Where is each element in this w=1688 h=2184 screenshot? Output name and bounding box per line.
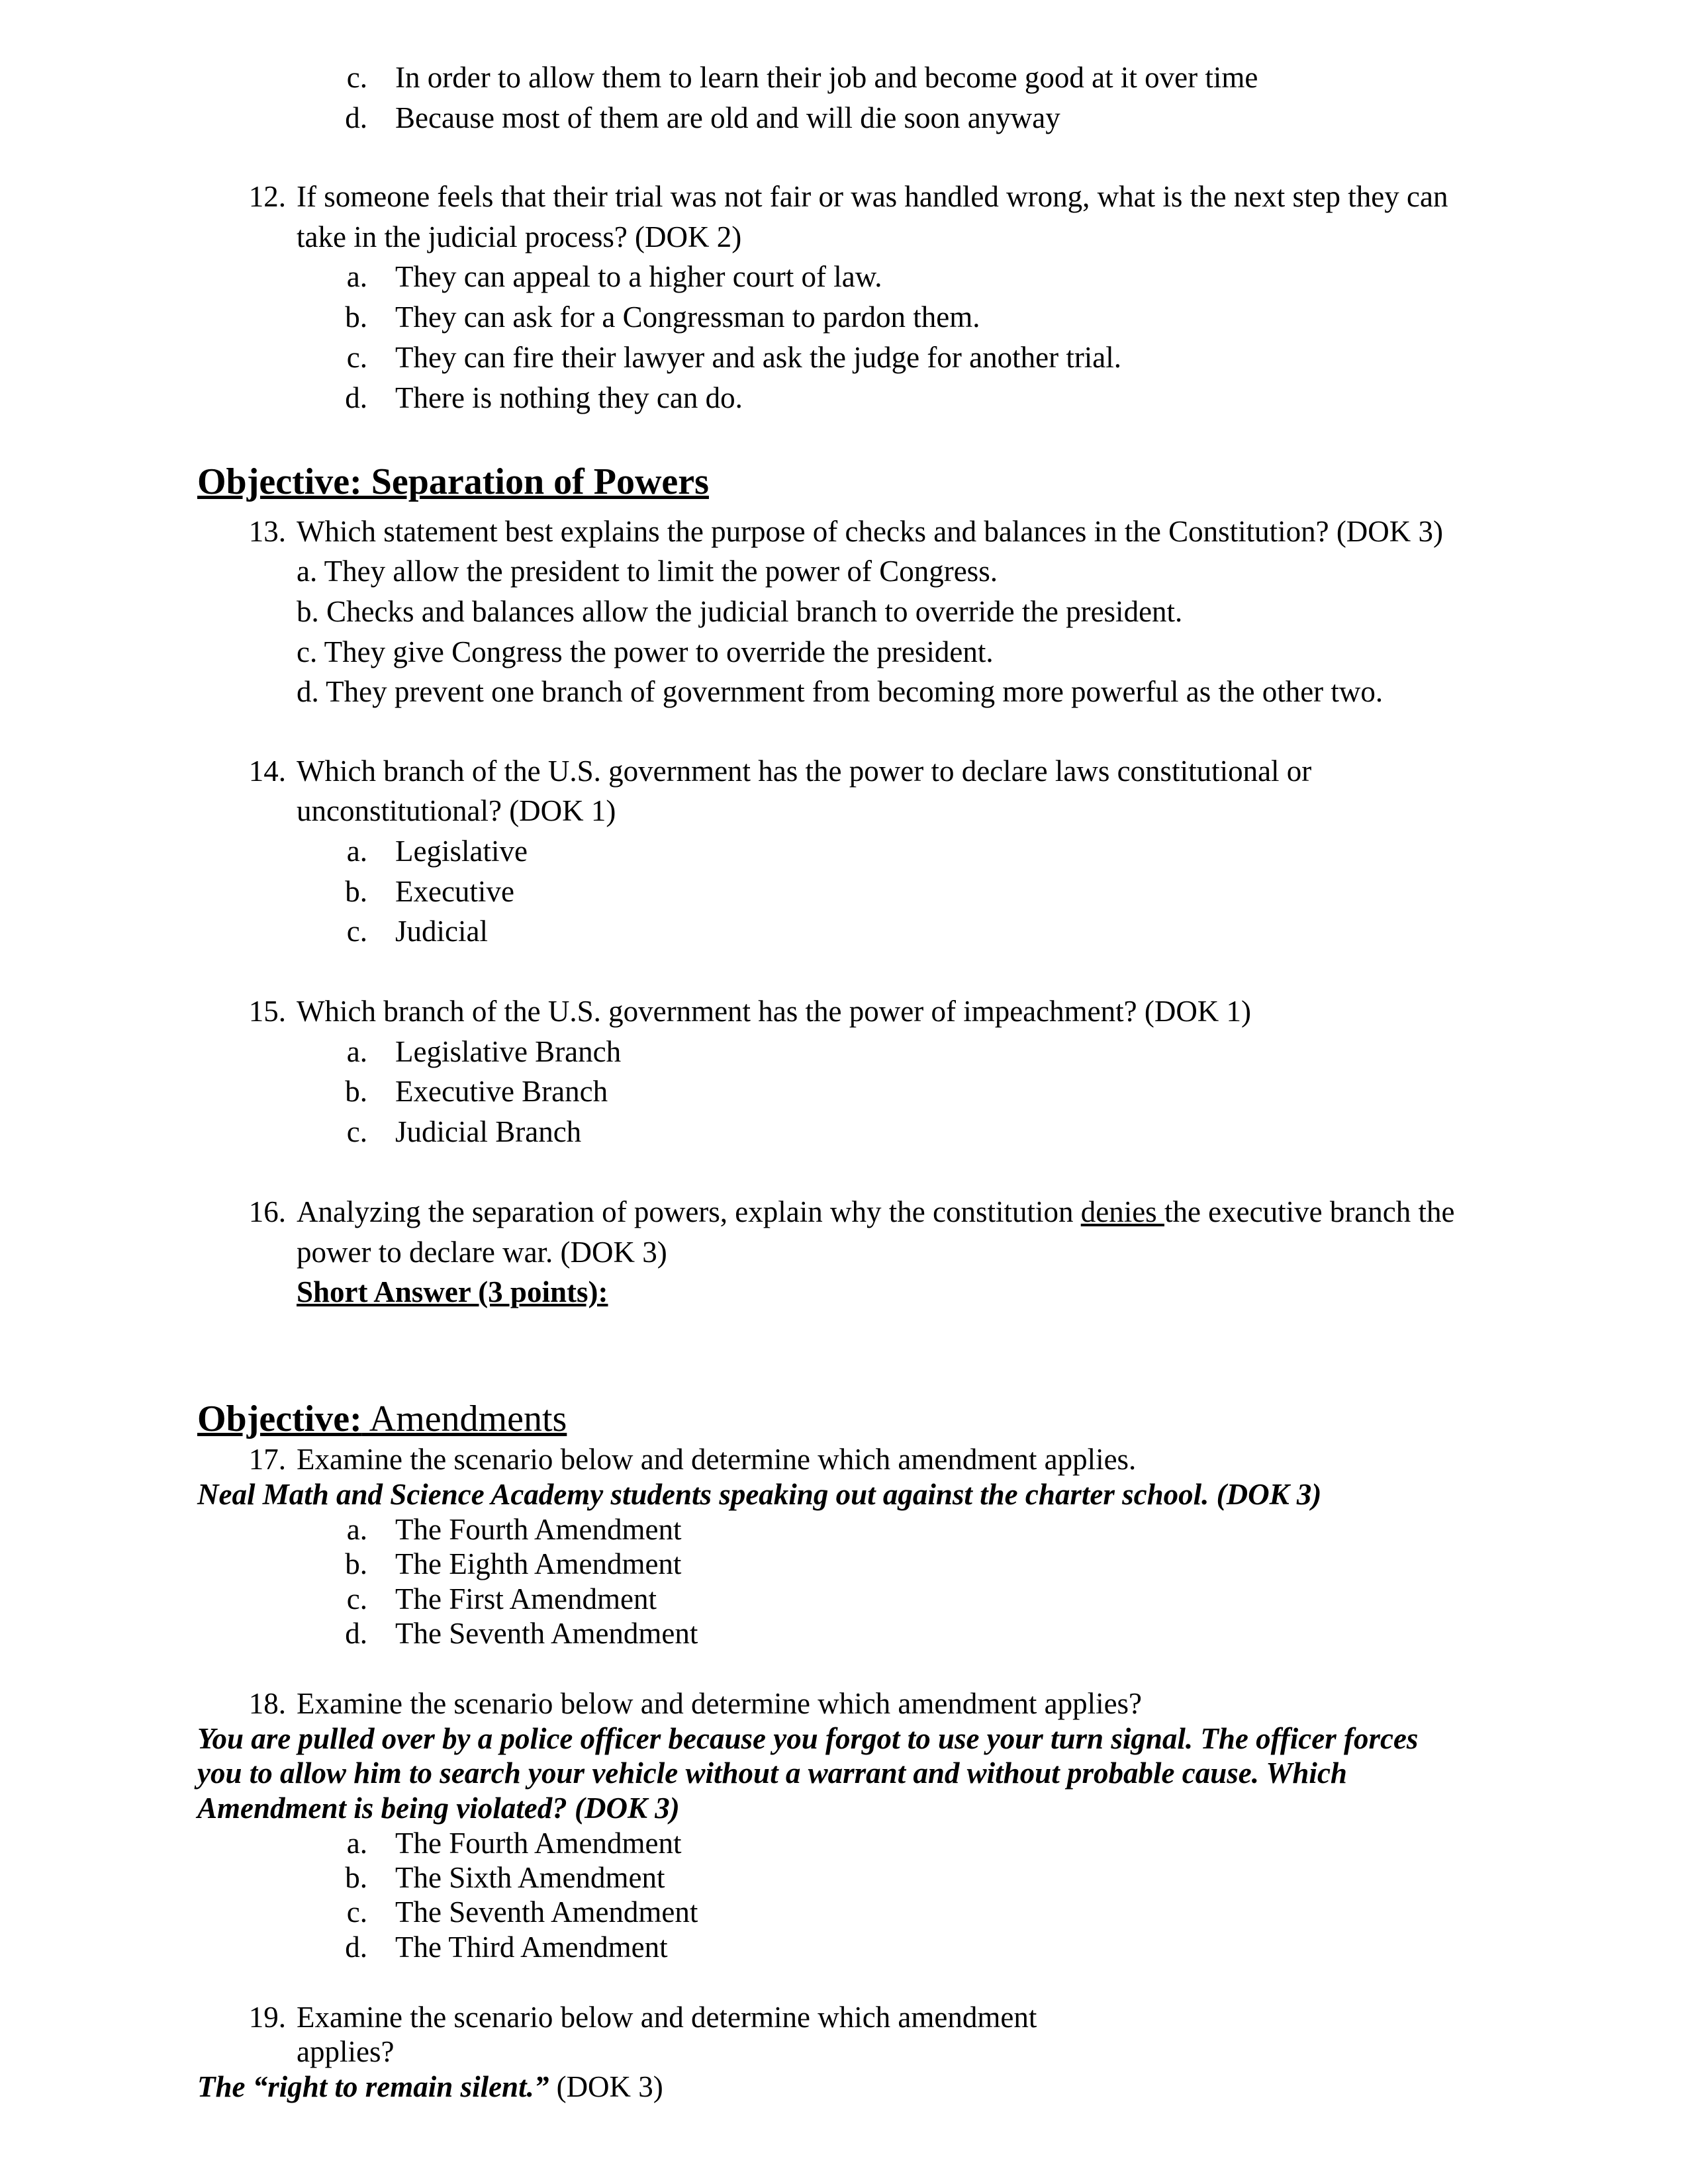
q14-option-a-letter: a. [346,835,367,868]
q18-option-b-letter: b. [345,1861,367,1894]
q16-text-line1 [297,1195,1454,1230]
q12-option-b-text: They can ask for a Congressman to pardon them. [395,300,980,334]
q16-text-after: the executive branch the [1164,1195,1455,1228]
q17-option-d-letter: d. [345,1617,367,1650]
q13-option-d: d. They prevent one branch of government from becoming more powerful as the other two. [297,675,1383,708]
q18-option-d-letter: d. [345,1931,367,1964]
section-heading-amendments [197,1399,567,1440]
q12-option-b-letter: b. [345,300,367,334]
q17-text: Examine the scenario below and determine which amendment applies. [297,1443,1137,1476]
q16-text-before: Analyzing the separation of powers, explain why the constitution [297,1195,1081,1228]
q12-number: 12. [248,180,286,213]
q18-number: 18. [248,1687,286,1720]
q18-text: Examine the scenario below and determine which amendment applies? [297,1687,1143,1720]
q11-option-d-letter: d. [345,101,367,134]
q12-text-line1: If someone feels that their trial was not fair or was handled wrong, what is the next step they can [297,180,1448,213]
q11-option-c-text: In order to allow them to learn their job and become good at it over time [395,61,1258,94]
q18-scenario-line2: you to allow him to search your vehicle without a warrant and without probable cause. Which [197,1756,1347,1790]
q13-option-c: c. They give Congress the power to override the president. [297,635,994,668]
q17-option-b-letter: b. [345,1547,367,1580]
q14-option-c-text: Judicial [395,915,488,948]
q18-scenario-line3: Amendment is being violated? (DOK 3) [197,1792,680,1825]
q14-option-b-letter: b. [345,875,367,908]
q15-option-c-letter: c. [346,1115,367,1148]
q11-option-d-text: Because most of them are old and will die soon anyway [395,101,1060,134]
q16-text-underlined: denies [1080,1195,1164,1228]
q14-text-line2: unconstitutional? (DOK 1) [297,794,616,827]
q15-option-b-letter: b. [345,1075,367,1108]
q12-option-a-text: They can appeal to a higher court of law. [395,260,882,293]
q14-number: 14. [248,754,286,788]
q17-scenario: Neal Math and Science Academy students speaking out against the charter school. (DOK 3) [197,1478,1322,1511]
q18-option-a-letter: a. [346,1827,367,1860]
section-heading-amendments-bold: Objective: [197,1398,362,1439]
q19-text-line1: Examine the scenario below and determine which amendment [297,2001,1037,2034]
q12-option-c-letter: c. [346,341,367,374]
q17-option-c-letter: c. [346,1582,367,1615]
q17-option-c-text: The First Amendment [395,1582,657,1615]
q13-number: 13. [248,515,286,548]
q16-text-line2: power to declare war. (DOK 3) [297,1236,667,1269]
q18-option-a-text: The Fourth Amendment [395,1827,682,1860]
q14-text-line1: Which branch of the U.S. government has the power to declare laws constitutional or [297,754,1312,788]
q18-option-c-text: The Seventh Amendment [395,1895,698,1929]
q18-option-c-letter: c. [346,1895,367,1929]
q15-option-a-letter: a. [346,1035,367,1068]
q16-short-answer-label: Short Answer (3 points): [297,1275,608,1308]
q17-number: 17. [248,1443,286,1476]
q15-option-b-text: Executive Branch [395,1075,608,1108]
q14-option-c-letter: c. [346,915,367,948]
q19-text-line2: applies? [297,2035,395,2068]
q14-option-b-text: Executive [395,875,514,908]
q18-option-d-text: The Third Amendment [395,1931,668,1964]
q14-option-a-text: Legislative [395,835,528,868]
section-heading-amendments-rest: Amendments [361,1398,567,1439]
q19-scenario [197,2070,663,2105]
q12-option-d-letter: d. [345,381,367,414]
q17-option-a-text: The Fourth Amendment [395,1513,682,1546]
q19-number: 19. [248,2001,286,2034]
q15-option-a-text: Legislative Branch [395,1035,622,1068]
q15-option-c-text: Judicial Branch [395,1115,582,1148]
q17-option-d-text: The Seventh Amendment [395,1617,698,1650]
q18-scenario-line1: You are pulled over by a police officer because you forgot to use your turn signal. The officer forces [197,1722,1419,1755]
q13-text: Which statement best explains the purpose of checks and balances in the Constitution? (DOK 3) [297,515,1444,548]
q15-number: 15. [248,995,286,1028]
q12-option-c-text: They can fire their lawyer and ask the judge for another trial. [395,341,1122,374]
q15-text: Which branch of the U.S. government has the power of impeachment? (DOK 1) [297,995,1252,1028]
q17-option-b-text: The Eighth Amendment [395,1547,682,1580]
q18-option-b-text: The Sixth Amendment [395,1861,665,1894]
q17-option-a-letter: a. [346,1513,367,1546]
q12-text-line2: take in the judicial process? (DOK 2) [297,220,742,253]
q11-option-c-letter: c. [346,61,367,94]
q13-option-a: a. They allow the president to limit the power of Congress. [297,555,998,588]
q13-option-b: b. Checks and balances allow the judicial branch to override the president. [297,595,1183,628]
q19-scenario-italic: The “right to remain silent.” [197,2070,549,2103]
q19-scenario-dok: (DOK 3) [549,2070,663,2103]
q12-option-a-letter: a. [346,260,367,293]
section-heading-separation-of-powers: Objective: Separation of Powers [197,461,709,502]
q12-option-d-text: There is nothing they can do. [395,381,743,414]
q16-number: 16. [248,1195,286,1228]
